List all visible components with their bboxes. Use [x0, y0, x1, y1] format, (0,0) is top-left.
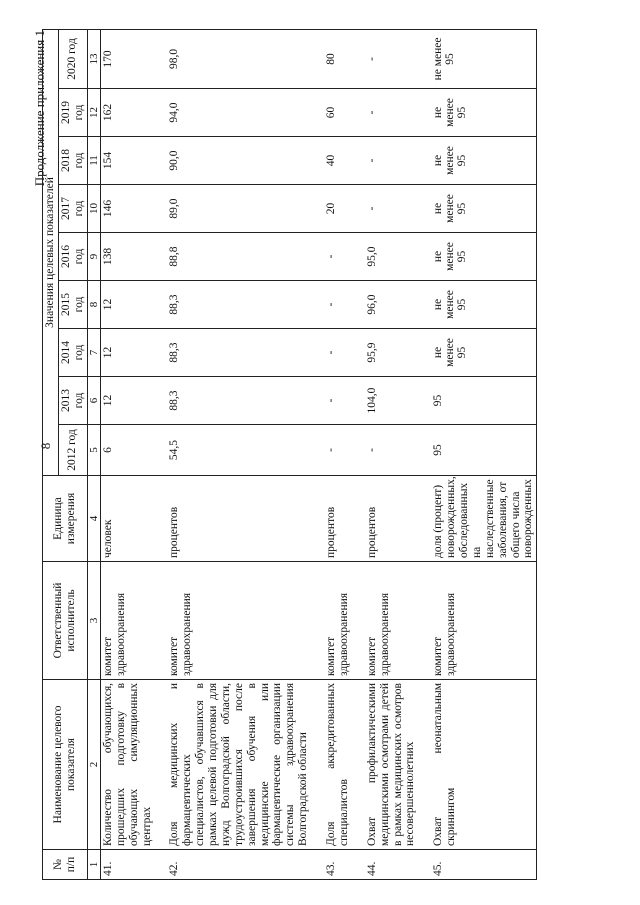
value-cell: - [324, 281, 365, 329]
value-cell: 88,3 [167, 329, 324, 377]
row-number: 45. [431, 850, 537, 880]
table-row [365, 29, 432, 879]
header-executor: Ответственный исполнитель [43, 562, 88, 680]
row-number: 44. [365, 850, 432, 880]
header-year: 2017 год [58, 185, 87, 233]
column-number: 11 [87, 137, 100, 185]
value-cell: не менее 95 [431, 29, 537, 88]
value-cell: 98,0 [167, 29, 324, 88]
value-cell: - [365, 29, 432, 88]
value-cell: 60 [324, 89, 365, 137]
value-cell: не менее 95 [431, 281, 537, 329]
row-number: 43. [324, 850, 365, 880]
value-cell: 95,9 [365, 329, 432, 377]
header-values-group: Значения целевых показателей [43, 29, 59, 475]
value-cell: не менее 95 [431, 89, 537, 137]
executor: комитет здравоохранения [365, 562, 432, 680]
value-cell: 146 [100, 185, 167, 233]
unit: доля (процент) новорожденных, обследованных на наследственные заболевания, от общего числа новорожденных [431, 476, 537, 562]
column-number: 4 [87, 476, 100, 562]
value-cell: 88,8 [167, 233, 324, 281]
column-number: 3 [87, 562, 100, 680]
value-cell: 96,0 [365, 281, 432, 329]
appendix-caption: Продолжение приложения 1 [32, 30, 47, 187]
value-cell: 95,0 [365, 233, 432, 281]
header-year: 2019 год [58, 89, 87, 137]
column-number: 8 [87, 281, 100, 329]
value-cell: 12 [100, 329, 167, 377]
value-cell: 80 [324, 29, 365, 88]
row-number: 42. [167, 850, 324, 880]
value-cell: 104,0 [365, 377, 432, 425]
table-row [324, 29, 365, 879]
column-number: 13 [87, 29, 100, 88]
value-cell: - [324, 329, 365, 377]
column-number: 1 [87, 850, 100, 880]
header-number: № п/п [43, 850, 88, 880]
value-cell: - [365, 185, 432, 233]
value-cell: 94,0 [167, 89, 324, 137]
table-row [431, 29, 537, 879]
value-cell: 154 [100, 137, 167, 185]
value-cell: не менее 95 [431, 137, 537, 185]
value-cell: не менее 95 [431, 233, 537, 281]
value-cell: не менее 95 [431, 329, 537, 377]
row-number: 41. [100, 850, 167, 880]
rotated-page [28, 30, 628, 880]
value-cell: 138 [100, 233, 167, 281]
header-year: 2014 год [58, 329, 87, 377]
executor: комитет здравоохранения [167, 562, 324, 680]
unit: процентов [324, 476, 365, 562]
value-cell: 89,0 [167, 185, 324, 233]
header-row-top [43, 29, 59, 879]
executor: комитет здравоохранения [324, 562, 365, 680]
header-unit: Единица измерения [43, 476, 88, 562]
value-cell: - [365, 89, 432, 137]
value-cell: 12 [100, 377, 167, 425]
header-year: 2012 год [58, 425, 87, 476]
table-row [100, 29, 167, 879]
indicators-table [42, 29, 537, 880]
column-number: 7 [87, 329, 100, 377]
value-cell: 162 [100, 89, 167, 137]
value-cell: 6 [100, 425, 167, 476]
indicator-name: Охват неонатальным скринингом [431, 680, 537, 850]
unit: процентов [167, 476, 324, 562]
value-cell: 95 [431, 425, 537, 476]
value-cell: 12 [100, 281, 167, 329]
indicator-name: Охват профилактическими медицинскими осмотрами детей в рамках медицинских осмотров несовершеннолетних [365, 680, 432, 850]
column-number: 9 [87, 233, 100, 281]
value-cell: 88,3 [167, 377, 324, 425]
table-row [167, 29, 324, 879]
value-cell: 95 [431, 377, 537, 425]
value-cell: 40 [324, 137, 365, 185]
header-year: 2015 год [58, 281, 87, 329]
value-cell: 54,5 [167, 425, 324, 476]
unit: процентов [365, 476, 432, 562]
header-row-column-numbers [87, 29, 100, 879]
value-cell: - [324, 233, 365, 281]
value-cell: 90,0 [167, 137, 324, 185]
column-number: 12 [87, 89, 100, 137]
column-number: 6 [87, 377, 100, 425]
unit: человек [100, 476, 167, 562]
value-cell: 20 [324, 185, 365, 233]
column-number: 10 [87, 185, 100, 233]
value-cell: - [365, 137, 432, 185]
page-number: 8 [38, 442, 53, 450]
indicator-name: Доля аккредитованных специалистов [324, 680, 365, 850]
header-year: 2013 год [58, 377, 87, 425]
value-cell: 170 [100, 29, 167, 88]
value-cell: не менее 95 [431, 185, 537, 233]
value-cell: 88,3 [167, 281, 324, 329]
executor: комитет здравоохранения [431, 562, 537, 680]
header-year: 2016 год [58, 233, 87, 281]
value-cell: - [324, 377, 365, 425]
indicator-name: Доля медицинских и фармацевтических специалистов, обучавшихся в рамках целевой подготовки для нужд Волгоградской области, трудоустроившихся после завершения обучения в медицинские или фармацевтические организации системы здравоохранения Волгоградской области [167, 680, 324, 850]
column-number: 5 [87, 425, 100, 476]
header-indicator-name: Наименование целевого показателя [43, 680, 88, 850]
column-number: 2 [87, 680, 100, 850]
header-year: 2018 год [58, 137, 87, 185]
executor: комитет здравоохранения [100, 562, 167, 680]
header-year: 2020 год [58, 29, 87, 88]
indicator-name: Количество обучающихся, прошедших подготовку в обучающих симуляционных центрах [100, 680, 167, 850]
value-cell: - [365, 425, 432, 476]
value-cell: - [324, 425, 365, 476]
